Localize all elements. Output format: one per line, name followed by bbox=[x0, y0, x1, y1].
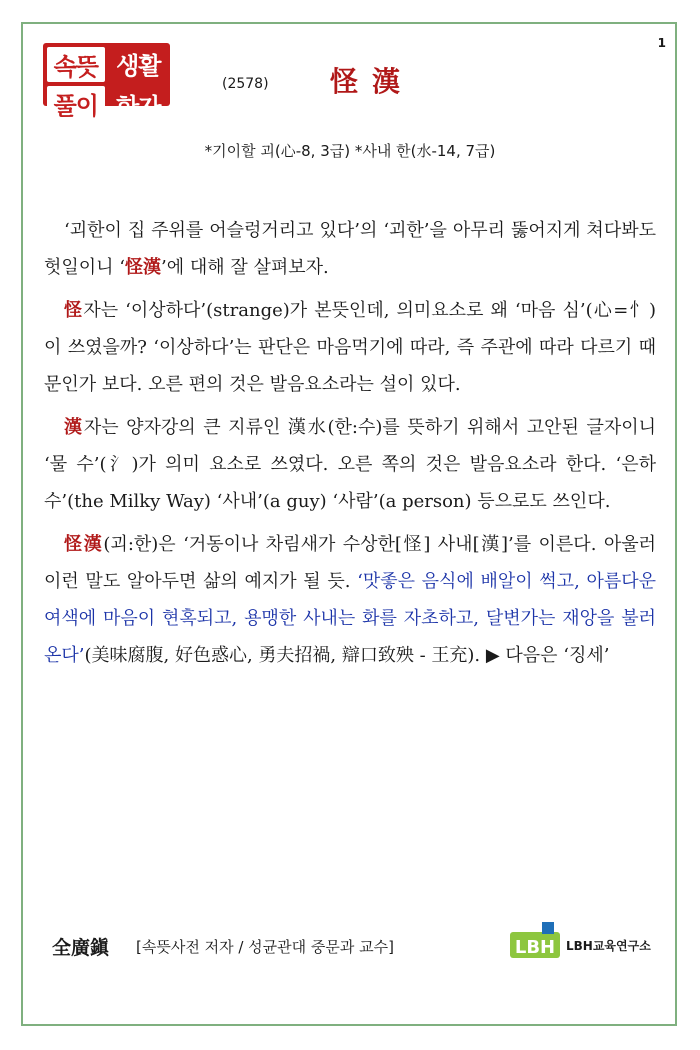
paragraph-3-text: 자는 양자강의 큰 지류인 漢水(한:수)를 뜻하기 위해서 고안된 글자이니 ‘물 수’(氵)가 의미 요소로 쓰였다. 오른 쪽의 것은 발음요소라 한다. ‘은하수’(the Milky Way) ‘사내’(a guy) ‘사람’(a person) 등으로도 쓰인다. bbox=[44, 417, 657, 512]
logo-cell-4: 한자 bbox=[116, 93, 161, 121]
paragraph-1-highlight: 怪漢 bbox=[125, 257, 161, 278]
paragraph-1-text-end: ’에 대해 잘 살펴보자. bbox=[161, 257, 329, 278]
character-info: *기이할 괴(心-8, 3급) *사내 한(水-14, 7급) bbox=[204, 142, 496, 160]
paragraph-2 bbox=[44, 292, 656, 403]
paragraph-3-highlight: 漢 bbox=[64, 417, 84, 438]
paragraph-3 bbox=[44, 409, 656, 520]
paragraph-4-quote: ‘맛좋은 음식에 배알이 썩고, 아름다운 여색에 마음이 현혹되고, 용맹한 사내는 화를 자초하고, 달변가는 재앙을 불러온다’ bbox=[44, 571, 657, 666]
svg-text:LBH: LBH bbox=[514, 937, 556, 958]
entry-code: (2578) bbox=[222, 76, 269, 92]
page-title: 怪漢 bbox=[330, 65, 415, 98]
page-number: 1 bbox=[657, 36, 666, 50]
series-logo bbox=[43, 43, 170, 121]
author-name: 全廣鎭 bbox=[52, 937, 110, 959]
logo-cell-3: 풀이 bbox=[47, 86, 105, 121]
paragraph-4 bbox=[44, 526, 656, 674]
paragraph-1-text: ‘괴한이 집 주위를 어슬렁거리고 있다’의 ‘괴한’을 아무리 뚫어지게 쳐다봐도 헛일이니 ‘ bbox=[44, 220, 656, 278]
logo-cell-2: 생활 bbox=[116, 52, 161, 80]
paragraph-4-highlight: 怪漢 bbox=[64, 534, 104, 555]
paragraph-4-text-end: (美味腐腹, 好色惑心, 勇夫招禍, 辯口致殃 - 王充). ▶ 다음은 ‘징세’ bbox=[84, 645, 610, 666]
paragraph-1 bbox=[44, 212, 656, 286]
lbh-logo-icon bbox=[508, 918, 562, 968]
paragraph-2-highlight: 怪 bbox=[64, 300, 84, 321]
article-body bbox=[44, 212, 656, 680]
logo-cell-1: 속뜻 bbox=[47, 47, 105, 82]
paragraph-2-text: 자는 ‘이상하다’(strange)가 본뜻인데, 의미요소로 왜 ‘마음 심’(心=忄)이 쓰였을까? ‘이상하다’는 판단은 마음먹기에 따라, 즉 주관에 따라 다르기 때문인가 보다. 오른 편의 것은 발음요소라는 설이 있다. bbox=[44, 300, 656, 395]
paragraph-4-text: (괴:한)은 ‘거동이나 차림새가 수상한[怪] 사내[漢]’를 이른다. 아울러 이런 말도 알아두면 삶의 예지가 될 듯. bbox=[44, 534, 657, 592]
author-description: [속뜻사전 저자 / 성균관대 중문과 교수] bbox=[136, 938, 394, 956]
institute-name: LBH교육연구소 bbox=[566, 939, 651, 953]
